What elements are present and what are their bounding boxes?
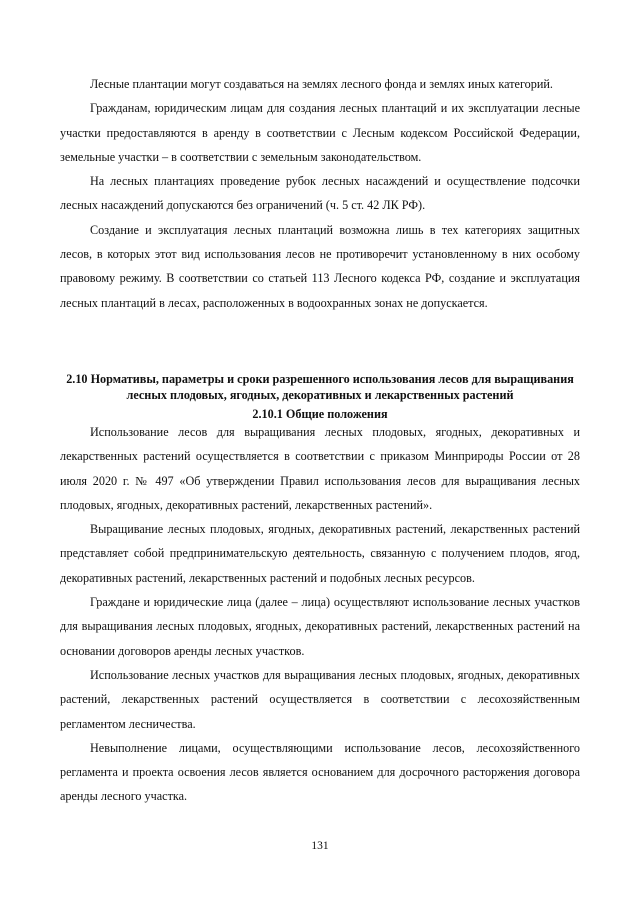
paragraph: На лесных плантациях проведение рубок лесных насаждений и осуществление подсочки лесных насаждений допускаются без ограничений (ч. 5 ст. 42 ЛК РФ).	[60, 174, 580, 213]
intro-text-block	[60, 72, 580, 315]
page-number: 131	[311, 840, 329, 852]
section-heading: 2.10 Нормативы, параметры и сроки разрешенного использования лесов для выращивания лесных плодовых, ягодных, декоративных и лекарственных растений	[66, 372, 574, 402]
paragraph: Гражданам, юридическим лицам для создания лесных плантаций и их эксплуатации лесные участки предоставляются в аренду в соответствии с Лесным кодексом Российской Федерации, земельные участки – в соответствии с земельным законодательством.	[60, 101, 580, 164]
paragraph: Создание и эксплуатация лесных плантаций возможна лишь в тех категориях защитных лесов, в которых этот вид использования лесов не противоречит установленному в них особому правовому режиму. В соответствии со статьей 113 Лесного кодекса РФ, создание и эксплуатация лесных плантаций в лесах, расположенных в водоохранных зонах не допускается.	[60, 222, 580, 310]
subsection-heading: 2.10.1 Общие положения	[252, 407, 388, 421]
section-text-block	[60, 420, 580, 809]
paragraph: Граждане и юридические лица (далее – лица) осуществляют использование лесных участков для выращивания лесных плодовых, ягодных, декоративных растений, лекарственных растений на основании договоров аренды лесных участков.	[60, 595, 580, 658]
paragraph: Использование лесных участков для выращивания лесных плодовых, ягодных, декоративных растений, лекарственных растений осуществляется в соответствии с лесохозяйственным регламентом лесничества.	[60, 667, 580, 731]
paragraph: Выращивание лесных плодовых, ягодных, декоративных растений, лекарственных растений представляет собой предпринимательскую деятельность, связанную с получением плодов, ягод, декоративных растений, лекарственных растений и подобных лесных ресурсов.	[60, 522, 580, 585]
paragraph: Лесные плантации могут создаваться на землях лесного фонда и землях иных категорий.	[90, 77, 553, 91]
paragraph: Использование лесов для выращивания лесных плодовых, ягодных, декоративных и лекарственных растений осуществляется в соответствии с приказом Минприроды России от 28 июля 2020 г. № 497 «Об утверждении Правил использования лесов для выращивания лесных плодовых, ягодных, декоративных растений, лекарственных растений».	[60, 425, 580, 512]
paragraph: Невыполнение лицами, осуществляющими использование лесов, лесохозяйственного регламента и проекта освоения лесов является основанием для досрочного расторжения договора аренды лесного участка.	[60, 740, 580, 804]
